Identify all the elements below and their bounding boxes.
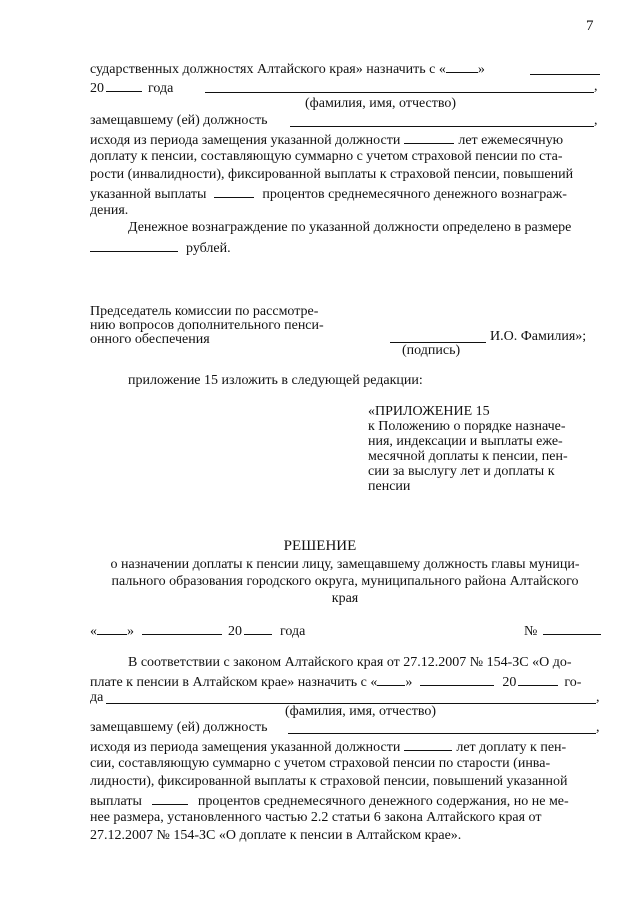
block2-line-6: исходя из периода замещения указанной должности лет доплату к пен- <box>90 740 567 755</box>
appendix-intro: приложение 15 изложить в следующей редакции: <box>128 373 423 388</box>
decision-title: РЕШЕНИЕ <box>283 538 357 554</box>
block1-line-2: 20 года <box>90 81 174 96</box>
fio-caption: (фамилия, имя, отчество) <box>305 96 457 111</box>
block2-line-5: замещавшему (ей) должность <box>90 720 268 735</box>
block1-line-8: указанной выплаты процентов среднемесячного денежного вознаграж- <box>90 187 567 202</box>
decision-subtitle-3: края <box>331 591 359 606</box>
block1-line-5: исходя из периода замещения указанной должности лет ежемесячную <box>90 133 564 148</box>
year-blank <box>106 79 142 92</box>
amount-blank <box>90 239 178 252</box>
decision-number: № <box>524 622 601 640</box>
block2-line-9: выплаты процентов среднемесячного денежного содержания, но не ме- <box>90 794 569 809</box>
block2-line-7: сии, составляющую суммарно с учетом страховой пенсии по старости (инва- <box>90 756 551 771</box>
decision-subtitle-1: о назначении доплаты к пенсии лицу, замещавшему должность главы муници- <box>110 557 580 572</box>
signature-caption: (подпись) <box>402 343 461 358</box>
signature-line-1: Председатель комиссии по рассмотре- <box>90 304 319 319</box>
appendix-title: «ПРИЛОЖЕНИЕ 15 <box>368 404 490 419</box>
block2-line-10: нее размера, установленного частью 2.2 статьи 6 закона Алтайского края от <box>90 810 542 825</box>
percent-blank <box>214 185 254 198</box>
block2-line-1: В соответствии с законом Алтайского края от 27.12.2007 № 154-ЗС «О до- <box>128 655 572 670</box>
decision-date-line: « » 20 года <box>90 624 306 639</box>
decision-subtitle-2: пального образования городского округа, муниципального района Алтайского <box>111 574 579 589</box>
block1-line-10: Денежное вознаграждение по указанной должности определено в размере <box>128 220 572 235</box>
block2-line-8: лидности), фиксированной выплаты к страховой пенсии, повышений указанной <box>90 774 568 789</box>
position-blank <box>290 126 594 127</box>
block1-line-6: доплату к пенсии, составляющую суммарно с учетом страховой пенсии по ста- <box>90 149 563 164</box>
block2-line-11: 27.12.2007 № 154-ЗС «О доплате к пенсии в Алтайском крае». <box>90 828 462 843</box>
block1-line-9: дения. <box>90 203 129 218</box>
month-blank <box>530 74 600 75</box>
block1-line-7: рости (инвалидности), фиксированной выплаты к страховой пенсии, повышений <box>90 167 574 182</box>
block2-line-3: да <box>90 690 104 705</box>
signature-line-3: онного обеспечения <box>90 332 210 347</box>
years-blank <box>404 131 454 144</box>
page-number: 7 <box>586 18 594 34</box>
block1-line-4: замещавшему (ей) должность <box>90 113 268 128</box>
block1-line-1: сударственных должностях Алтайского края» назначить с « » <box>90 62 485 77</box>
fio-blank <box>205 92 594 93</box>
day-blank <box>446 60 478 73</box>
fio-caption-2: (фамилия, имя, отчество) <box>285 704 437 719</box>
block2-line-2: плате к пенсии в Алтайском крае» назначить с « » 20 го- <box>90 675 582 690</box>
signature-line-2: нию вопросов дополнительного пенси- <box>90 318 324 333</box>
block1-line-11: рублей. <box>90 239 231 257</box>
signature-name: И.О. Фамилия»; <box>490 329 587 344</box>
